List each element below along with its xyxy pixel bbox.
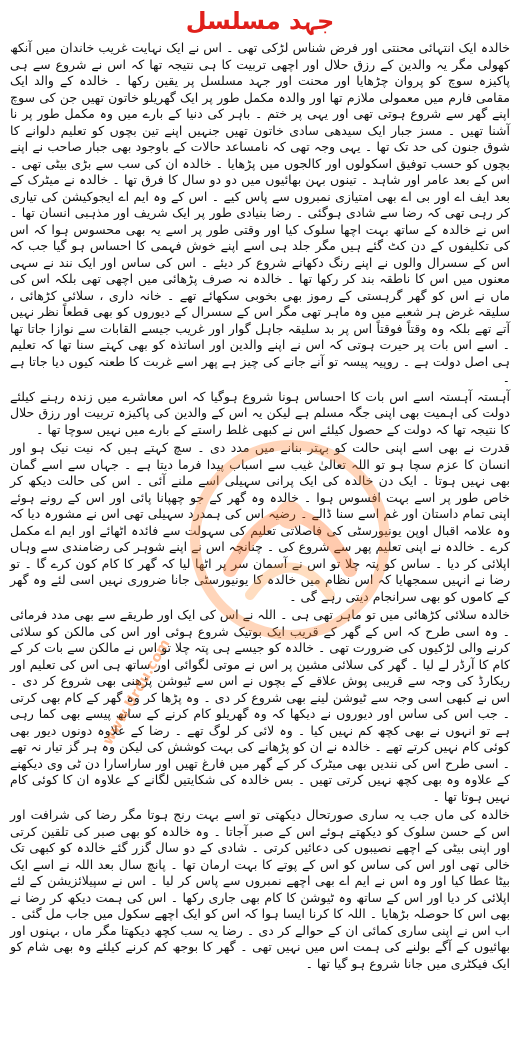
paragraph: آہستہ آہستہ اسے اس بات کا احساس ہونا شروع ہوگیا کہ اس معاشرے میں زندہ رہنے کیلئے دولت کی اہمیت بھی اپنی جگہ مسلم ہے لیکن یہ اس کے والدین کی پاکیزہ تربیت اور رزق حلال کا نتیجہ تھا کہ دولت کے حصول کیلئے اس نے کبھی غلط راستے کے بارے میں نہیں سوچا تھا ۔ xyxy=(10,388,510,437)
paragraph: خالدہ ایک انتہائی محنتی اور فرض شناس لڑکی تھی ۔ اس نے ایک نہایت غریب خاندان میں آنکھ کھولی مگر یہ والدین کے رزق حلال اور اچھی تربیت کا ہی نتیجہ تھا کہ اس نے شروع سے ہی پاکیزہ سوچ کو پروان چڑھایا اور محنت اور جہد مسلسل پر یقین رکھا ۔ خالدہ کے والد ایک مقامی فارم میں معمولی ملازم تھا اور والدہ مکمل طور پر ایک گھریلو خاتون تھیں جن کی سوچ اپنے گھر سے شروع ہوتی تھی اور یہی پر ختم ۔ باہر کی دنیا کے بارے میں وہ مکمل طور پر نا آشنا تھیں ۔ مسز جبار ایک سیدھی سادی خاتون تھیں جنہیں اپنے تین بچوں کو تعلیم دلوانے کا شوق جنون کی حد تک تھا ۔ یہی وجہ تھی کہ نامساعد حالات کے باوجود بھی جبار صاحب نے اپنے بچوں کو حسب توفیق اسکولوں اور کالجوں میں پڑھایا ۔ خالدہ ان کی سب سے بڑی بیٹی تھی ۔ اس کے بعد عامر اور شاہد ۔ تینوں بہن بھائیوں میں دو دو سال کا فرق تھا ۔ خالدہ نے میٹرک کے بعد ایف اے اور بی اے بھی امتیازی نمبروں سے پاس کیے ۔ اس کے وہ ایم اے ایجوکیشن کی تیاری کر رہی تھی کہ رضا سے شادی ہوگئی ۔ رضا بنیادی طور پر ایک شریف اور مذہبی انسان تھا ۔ اس نے خالدہ کے ساتھ بہت اچھا سلوک کیا اور وقتی طور پر اسے یہ بھی محسوس ہوا کہ اس کی تکلیفوں کے دن کٹ گئے ہیں مگر جلد ہی اسے اپنے خوش فہمی کا احساس ہو گیا جب کہ اس کے سسرال والوں نے اپنے رنگ دکھانے شروع کر دیئے ۔ اس کی ساس اور ایک نند نے سہی معنوں میں اس کا ناطقہ بند کر رکھا تھا ۔ خالدہ نہ صرف پڑھائی میں اچھی تھی بلکہ اس کی ماں نے اس کو گھر گرہستی کے رموز بھی بخوبی سکھائے تھے ۔ خانہ داری ، سلائی کڑھائی ، سلیقہ غرض ہر شعبے میں وہ ماہر تھی مگر اس کے سسرال کے دیوروں کو بھی قطعاً نظر نہیں آتے تھے بلکہ وہ وقتاً فوقتاً اس پر بد سلیقہ جاہل گوار اور غریب جیسے القابات سے نوازا جاتا تھا ۔ اسے اس بات پر حیرت ہوتی کہ اس نے اپنے والدین اور اساتذہ کو بھی کہتے سنا تھا کہ تعلیم ہی اصل دولت ہے ۔ روپیہ پیسہ تو آنے جانے کی چیز ہے پھر اسے غربت کا طعنہ کیوں دیا جاتا ہے ۔ xyxy=(10,40,510,385)
article-title: جہد مسلسل xyxy=(185,7,335,35)
paragraph: خالدہ سلائی کڑھائی میں تو ماہر تھی ہی ۔ اللہ نے اس کی ایک اور طریقے سے بھی مدد فرمائی ۔ وہ اسی طرح کہ اس کے گھر کے قریب ایک بوتیک شروع ہوئی اور اس کی مالکن کو سلائی کرنے والی لڑکیوں کی ضرورت تھی ۔ خالدہ کو جیسے ہی پتہ چلا تو اس نے مالکن سے بات کر کے کام کا آرڈر لے لیا ۔ گھر کی سلائی مشین پر اس نے موتی لگوائی اور ساتھ ہی اس کی تعلیم اور ریکارڈ کی وجہ سے قریبی پوش علاقے کے بچوں نے اس سے ٹیوشن پڑھنی بھی شروع کر دی ۔ اس نے کبھی اسی وجہ سے ٹیوشن لینے بھی شروع کر دی ۔ وہ پڑھا کر وہ گھر کے کام بھی کرتی ۔ جب اس کی ساس اور دیوروں نے دیکھا کہ وہ گھریلو کام کرنے کے ساتھ پیسے بھی کما رہی ہے تو انہوں نے بھی کچھ کم نہیں کیا ۔ وہ لائی کر لوگ تھے ۔ رضا کے علاوہ دونوں دیور بھی کوئی کام نہیں کرتے تھے ۔ خالدہ نے ان کو پڑھانے کی بہت کوشش کی لیکن وہ ہر گز تیار نہ تھے ۔ اسی طرح اس کی نندیں بھی میٹرک کر کے گھر میں فارغ تھیں اور ساراسارا دن ٹی وی دیکھنے کے علاوہ وہ بھی کچھ نہیں کرتی تھیں ۔ بس خالدہ کی شکایتیں لگانے کے علاوہ ان کا کوئی کام نہیں ہوتا تھا ۔ xyxy=(10,607,510,804)
article-body xyxy=(10,40,510,972)
watermark-url: www.Urdu.com xyxy=(100,636,174,748)
paragraph: خالدہ کی ماں جب یہ ساری صورتحال دیکھتی تو اسے بہت رنج ہوتا مگر رضا کی شرافت اور اس کے حسن سلوک کو دیکھتے ہوئے اس کے صبر آجاتا ۔ وہ خالدہ کو بھی صبر کی تلقین کرتی اور اپنی بیٹی کے اچھے نصیبوں کی دعائیں کرتی ۔ شادی کے دو سال گزر گئے خالدہ کو کبھی تک خالی تھی اور اس کی ساس کو اس کے پوتے کا بہت ارمان تھا ۔ پانچ سال بعد اللہ نے اسے ایک بیٹا عطا کیا اور وہ اس نے ایم اے بھی اچھے نمبروں سے پاس کر لیا ۔ اس نے سپیلائزیشن کے لئے اپلائی کر دیا اور اس کے ساتھ وہ ٹیوشن کا کام بھی جاری رکھا ۔ اس کی ہمت دیکھ کر رضا نے بھی اس کا حوصلہ بڑھایا ۔ اللہ کا کرنا ایسا ہوا کہ اس کو ایک اچھے سکول میں جاب مل گئی ۔ اب اس نے اپنی ساری کمائی ان کے حوالے کر دی ۔ رضا یہ سب کچھ دیکھتا مگر ماں ، بہنوں اور بھائیوں کے آگے بولنے کی ہمت اس میں نہیں تھی ۔ گھر کا بوجھ کم کرنے کیلئے وہ بھی شام کو ایک فیکٹری میں جانا شروع ہو گیا تھا ۔ xyxy=(10,807,510,971)
paragraph: قدرت نے بھی اسے اپنی حالت کو بہتر بنانے میں مدد دی ۔ سچ کہتے ہیں کہ نیت نیک ہو اور انسان کا عزم سچا ہو تو اللہ تعالیٰ غیب سے اسباب پیدا فرما دیتا ہے ۔ جہاں سے اسے گمان بھی نہیں ہوتا ۔ ایک دن خالدہ کی ایک پرانی سہیلی اسے ملنے آئی ۔ اس کی حالت دیکھ کر خاص طور پر اسے بہت افسوس ہوا ۔ خالدہ وہ گھر کے جو چھپانا پائی اور اس کے رونے ہوئے اپنی تمام داستان اور غم اسے سنا ڈالے ۔ رضیہ اس کی ہمدرد سہیلی تھی اس نے مشورہ دیا کہ وہ علامہ اقبال اوپن یونیورسٹی کی فاصلاتی تعلیم کی سہولت سے فائدہ اٹھائے اور ایم اے مکمل کرے ۔ خالدہ نے اپنی تعلیم پھر سے شروع کی ۔ چنانچہ اس نے اپنے شوہر کی رضامندی سے وہاں اپلائی کر دیا ۔ ساس کو پتہ چلا تو اس نے آسمان سر پر اٹھا لیا کہ گھر کا کام کون کرے گا ۔ تو رضا نے انہیں سمجھایا کہ اس نظام میں خالدہ کا یونیورسٹی جانا ضروری نہیں اسی لئے وہ گھر کے کاموں کو بھی سرانجام دیتی رہے گی ۔ xyxy=(10,440,510,604)
